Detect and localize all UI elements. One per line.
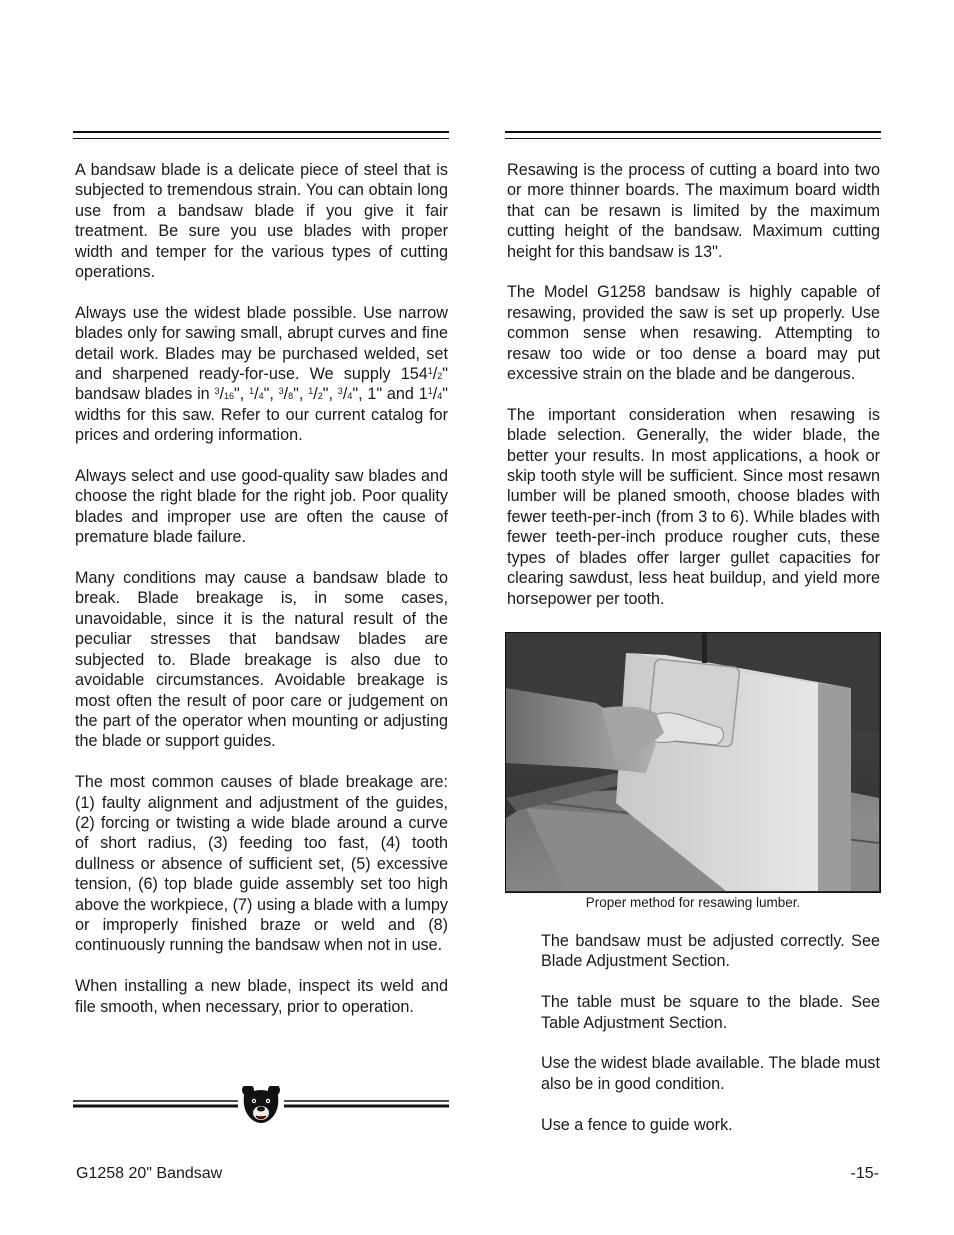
footer-page-number: -15- <box>850 1165 879 1182</box>
step-item: The bandsaw must be adjusted correctly. See Blade Adjustment Section. <box>541 932 880 971</box>
left-paragraph-2: Always use the widest blade possible. Use narrow blades only for sawing small, abrupt curves and fine detail work. Blades may be purchased welded, set and sharpened ready-for-use. We supply $154^1/2$" bandsaw blades in $^3$/16", $^1$/4", $^3$/8", $^1$/2", $^3$/4", 1" and $1^1/4$" widths for this saw. Refer to our current catalog for prices and ordering information. <box>75 303 448 445</box>
left-header-rule <box>73 131 449 139</box>
right-paragraph-1: Resawing is the process of cutting a board into two or more thinner boards. The maximum board width that can be resawn is limited by the maximum cutting height of the bandsaw. Maximum cutting height for this bandsaw is 13". <box>507 161 880 261</box>
left-column <box>75 160 448 1017</box>
resawing-photo <box>505 632 881 893</box>
right-column <box>507 160 880 609</box>
photo-caption: Proper method for resawing lumber. <box>585 895 801 910</box>
right-header-rule <box>505 131 881 139</box>
section-end-ornament <box>73 1086 449 1126</box>
right-paragraph-3: The important consideration when resawing is blade selection. Generally, the wider blade, the better your results. In most applications, a hook or skip tooth style will be sufficient. Since most resawn lumber will be planed smooth, choose blades with fewer teeth-per-inch (from 3 to 6). While blades with fewer teeth-per-inch produce rougher cuts, these types of blades offer larger gullet capacities for clearing sawdust, less heat buildup, and yield more horsepower per tooth. <box>507 405 880 608</box>
resawing-steps <box>541 931 880 1135</box>
bear-logo-icon <box>242 1086 280 1123</box>
step-item: Use a fence to guide work. <box>541 1115 733 1134</box>
left-paragraph-6: When installing a new blade, inspect its weld and file smooth, when necessary, prior to operation. <box>75 977 448 1016</box>
ornament-rules <box>73 1086 449 1126</box>
footer-model: G1258 20" Bandsaw <box>76 1165 223 1182</box>
resawing-photo-illustration <box>506 633 879 891</box>
step-item: The table must be square to the blade. See Table Adjustment Section. <box>541 993 880 1032</box>
right-paragraph-2: The Model G1258 bandsaw is highly capable of resawing, provided the saw is set up properly. Use common sense when resawing. Attempting to resaw too wide or too dense a board may put excessive strain on the blade and be dangerous. <box>507 283 880 384</box>
left-paragraph-5: The most common causes of blade breakage are: (1) faulty alignment and adjustment of the guides, (2) forcing or twisting a wide blade around a curve of short radius, (3) feeding too fast, (4) tooth dullness or absence of sufficient set, (5) excessive tension, (6) top blade guide assembly set too high above the workpiece, (7) using a blade with a lumpy or improperly finished braze or weld and (8) continuously running the bandsaw when not in use. <box>75 773 448 955</box>
left-paragraph-4: Many conditions may cause a bandsaw blade to break. Blade breakage is, in some cases, unavoidable, since it is the natural result of the peculiar stresses that bandsaw blades are subjected to. Blade breakage is also due to avoidable circumstances. Avoidable breakage is most often the result of poor care or judgement on the part of the operator when mounting or adjusting the blade or support guides. <box>75 569 448 751</box>
step-item: Use the widest blade available. The blade must also be in good condition. <box>541 1054 880 1093</box>
left-paragraph-1: A bandsaw blade is a delicate piece of steel that is subjected to tremendous strain. You can obtain long use from a bandsaw blade if you give it fair treatment. Be sure you use blades with proper width and temper for the various types of cutting operations. <box>75 161 448 282</box>
left-paragraph-3: Always select and use good-quality saw blades and choose the right blade for the right job. Poor quality blades and improper use are often the cause of premature blade failure. <box>75 467 448 547</box>
